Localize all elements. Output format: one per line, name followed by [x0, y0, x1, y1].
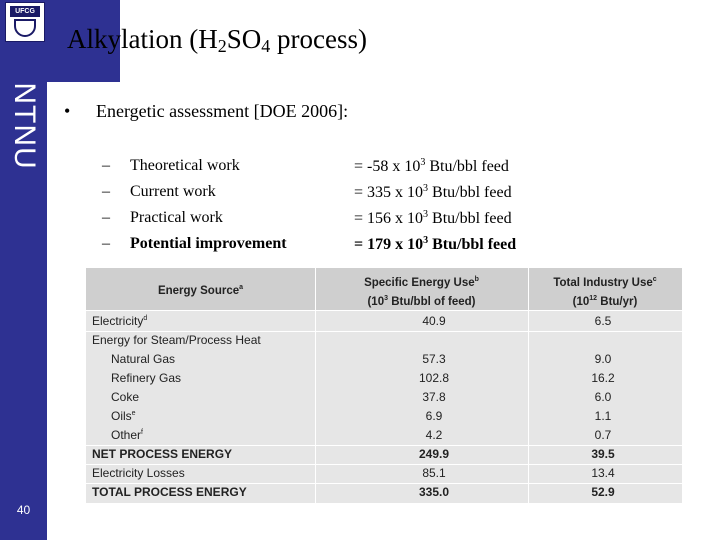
ufcg-logo — [5, 2, 45, 42]
table-row — [86, 331, 682, 350]
header-specific-energy — [315, 272, 528, 310]
value-exponent: 3 — [423, 235, 429, 246]
header-divider — [315, 268, 316, 310]
header-line — [528, 272, 682, 291]
title-part: SO — [226, 24, 262, 54]
total-industry-value: 9.0 — [594, 352, 612, 366]
specific-energy-value: 57.3 — [422, 352, 446, 366]
value-exponent: 3 — [423, 183, 429, 194]
specific-energy-value: 102.8 — [418, 371, 450, 385]
ntnu-text: NTNU — [8, 82, 42, 170]
specific-energy-value: 4.2 — [425, 428, 443, 442]
specific-energy-value: 40.9 — [422, 314, 446, 328]
row-name — [92, 314, 147, 328]
title-subscript: 2 — [217, 36, 227, 56]
header-line — [315, 272, 528, 291]
value-exponent: 3 — [420, 157, 426, 168]
row-name: Electricity Losses — [92, 466, 185, 480]
header-divider — [528, 268, 529, 310]
ntnu-vertical-logo — [2, 82, 44, 170]
item-value — [354, 209, 512, 228]
item-label: Potential improvement — [130, 235, 287, 252]
value-unit: Btu/bbl feed — [428, 236, 517, 253]
total-industry-value: 6.0 — [594, 390, 612, 404]
dash-marker: – — [102, 183, 110, 200]
specific-energy-value: 335.0 — [418, 485, 450, 499]
header-line — [528, 291, 682, 310]
specific-energy-value: 85.1 — [422, 466, 446, 480]
header-text: Specific Energy Use — [364, 276, 475, 289]
table-row — [86, 464, 682, 483]
table-row — [86, 407, 682, 426]
footnote-marker: a — [239, 284, 244, 291]
row-name-text: Oils — [111, 409, 132, 423]
table-row — [86, 426, 682, 445]
value-text: = 156 x 10 — [354, 210, 424, 227]
logo-text: UFCG — [10, 6, 40, 17]
item-value — [354, 235, 516, 254]
total-industry-value: 39.5 — [591, 447, 615, 461]
energy-table — [86, 268, 682, 503]
table-row — [86, 369, 682, 388]
table-divider — [86, 310, 682, 311]
title-subscript: 4 — [261, 36, 271, 56]
total-industry-value: 1.1 — [594, 409, 612, 423]
logo-shield-shape — [14, 19, 36, 37]
header-text: Total Industry Use — [553, 276, 653, 289]
row-name-text: Electricity — [92, 314, 144, 328]
specific-energy-value: 249.9 — [418, 447, 450, 461]
row-name: TOTAL PROCESS ENERGY — [92, 485, 247, 499]
item-value — [354, 183, 512, 202]
footnote-marker: e — [131, 410, 136, 417]
dash-marker: – — [102, 209, 110, 226]
item-label: Theoretical work — [130, 157, 240, 174]
total-industry-value: 13.4 — [591, 466, 615, 480]
header-exponent: 3 — [384, 294, 388, 302]
dash-marker: – — [102, 157, 110, 174]
left-sidebar — [0, 0, 47, 540]
row-name — [111, 409, 136, 423]
header-text: Energy Source — [157, 284, 240, 297]
row-name-text: Other — [111, 428, 142, 442]
table-row — [86, 312, 682, 331]
header-total-industry — [528, 272, 682, 310]
row-name — [111, 428, 143, 442]
header-text: (10 — [572, 295, 590, 308]
dash-marker: – — [102, 235, 110, 252]
footnote-marker: f — [141, 429, 143, 436]
total-industry-value: 16.2 — [591, 371, 615, 385]
value-unit: Btu/bbl feed — [425, 158, 509, 175]
total-industry-value: 6.5 — [594, 314, 612, 328]
header-energy-source — [86, 280, 315, 299]
item-label: Practical work — [130, 209, 223, 226]
footnote-marker: b — [474, 276, 479, 283]
specific-energy-value: 6.9 — [425, 409, 443, 423]
value-exponent: 3 — [423, 209, 429, 220]
header-text: Btu/bbl of feed) — [388, 295, 476, 308]
specific-energy-value: 37.8 — [422, 390, 446, 404]
header-text: (10 — [367, 295, 385, 308]
row-name: Natural Gas — [111, 352, 176, 366]
item-value — [354, 157, 509, 176]
value-text: = -58 x 10 — [354, 158, 421, 175]
row-name: Coke — [111, 390, 140, 404]
slide-title — [67, 24, 367, 57]
header-line — [315, 291, 528, 310]
title-part: Alkylation (H — [67, 24, 218, 54]
footnote-marker: d — [143, 315, 148, 322]
header-text: Btu/yr) — [597, 295, 638, 308]
value-text: = 335 x 10 — [354, 184, 424, 201]
bullet-marker: • — [64, 101, 71, 121]
row-name: NET PROCESS ENERGY — [92, 447, 233, 461]
bullet-text: Energetic assessment [DOE 2006]: — [96, 101, 349, 121]
value-text: = 179 x 10 — [354, 236, 424, 253]
table-row — [86, 350, 682, 369]
title-part: process) — [270, 24, 367, 54]
page-number: 40 — [16, 503, 31, 517]
row-name: Refinery Gas — [111, 371, 182, 385]
footnote-marker: c — [652, 276, 657, 283]
row-name: Energy for Steam/Process Heat — [92, 333, 261, 347]
header-exponent: 12 — [589, 294, 598, 302]
table-row — [86, 483, 682, 502]
table-header — [86, 268, 682, 310]
value-unit: Btu/bbl feed — [428, 184, 512, 201]
table-row — [86, 445, 682, 464]
total-industry-value: 52.9 — [591, 485, 615, 499]
total-industry-value: 0.7 — [594, 428, 612, 442]
table-row — [86, 388, 682, 407]
item-label: Current work — [130, 183, 216, 200]
value-unit: Btu/bbl feed — [428, 210, 512, 227]
